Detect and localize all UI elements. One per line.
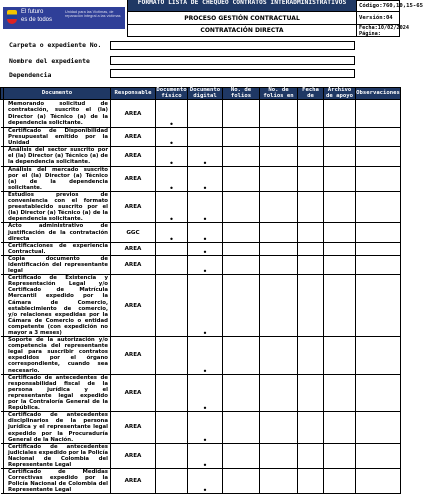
process-name: PROCESO GESTIÓN CONTRACTUAL — [128, 12, 356, 25]
physical-check-cell — [156, 275, 188, 337]
folios-cell[interactable] — [223, 242, 260, 255]
responsible-cell: AREA — [111, 255, 156, 274]
observaciones-cell[interactable] — [356, 412, 401, 443]
physical-check-cell: • — [156, 128, 188, 147]
digital-check-cell: • — [188, 191, 223, 222]
observaciones-cell[interactable] — [356, 166, 401, 191]
form-code: Código:760,10,15-65 — [356, 0, 400, 12]
folios-cell[interactable] — [223, 147, 260, 166]
folios-en-cell[interactable] — [260, 166, 298, 191]
document-cell: Certificado de antecedentes de responsabilidad fiscal de la persona jurídica y el representante legal expedido por la Contraloría General de la República. — [4, 374, 111, 412]
logo-subtitle: Unidad para las Víctimas, de reparación integral a las víctimas — [65, 10, 121, 19]
document-cell: Certificado de antecedentes judiciales expedido por la Policía Nacional de Colombia del Representante Legal — [4, 443, 111, 468]
observaciones-cell[interactable] — [356, 443, 401, 468]
document-cell: Soporte de la autorización y/o competencia del representante legal para suscribir contratos expedidos por el órgano correspondiente, cuando sea necesario. — [4, 337, 111, 375]
physical-check-cell: • — [156, 166, 188, 191]
document-cell: Certificado de Disponibilidad Presupuestal emitido por la Unidad — [4, 128, 111, 147]
carpeta-label: Carpeta o expediente No. — [9, 41, 102, 49]
fecha-cell[interactable] — [298, 100, 324, 128]
archivo-cell[interactable] — [324, 223, 356, 242]
physical-check-cell — [156, 443, 188, 468]
responsible-cell: AREA — [111, 166, 156, 191]
folios-cell[interactable] — [223, 275, 260, 337]
archivo-cell[interactable] — [324, 147, 356, 166]
digital-check-cell — [188, 128, 223, 147]
archivo-cell[interactable] — [324, 255, 356, 274]
responsible-cell: AREA — [111, 191, 156, 222]
document-cell: Certificado de Medidas Correctivas expedido por la Policía Nacional de Colombia del Representante Legal — [4, 469, 111, 494]
table-row — [1, 100, 401, 128]
digital-check-cell: • — [188, 255, 223, 274]
checklist-table — [0, 87, 400, 494]
fecha-cell[interactable] — [298, 469, 324, 494]
table-row — [1, 242, 401, 255]
responsible-cell: AREA — [111, 147, 156, 166]
archivo-cell[interactable] — [324, 128, 356, 147]
responsible-cell: AREA — [111, 374, 156, 412]
folios-cell[interactable] — [223, 469, 260, 494]
observaciones-cell[interactable] — [356, 191, 401, 222]
digital-check-cell: • — [188, 147, 223, 166]
folios-en-cell[interactable] — [260, 255, 298, 274]
folios-en-cell[interactable] — [260, 275, 298, 337]
fecha-cell[interactable] — [298, 412, 324, 443]
document-cell: Certificaciones de experiencia Contractual. — [4, 242, 111, 255]
table-row — [1, 147, 401, 166]
observaciones-cell[interactable] — [356, 275, 401, 337]
document-cell: Análisis del mercado suscrito por el (la) Director (a) Técnico (a) de la dependencia solicitante. — [4, 166, 111, 191]
folios-en-cell[interactable] — [260, 100, 298, 128]
archivo-cell[interactable] — [324, 242, 356, 255]
logo-cell — [0, 0, 128, 37]
folios-cell[interactable] — [223, 374, 260, 412]
document-cell: Análisis del sector suscrito por el (la) Director (a) Técnico (a) de la dependencia solicitante. — [4, 147, 111, 166]
physical-check-cell: • — [156, 191, 188, 222]
archivo-cell[interactable] — [324, 469, 356, 494]
folios-cell[interactable] — [223, 191, 260, 222]
shield-icon — [7, 10, 17, 24]
observaciones-cell[interactable] — [356, 128, 401, 147]
nombre-label: Nombre del expediente — [9, 57, 90, 65]
document-cell: Memorando solicitud de contratación, suscrito el (la) Director (a) Técnico (a) de la dependencia solicitante. — [4, 100, 111, 128]
table-row — [1, 255, 401, 274]
digital-check-cell: • — [188, 337, 223, 375]
folios-en-cell[interactable] — [260, 128, 298, 147]
responsible-cell: GGC — [111, 223, 156, 242]
col-responsable: Responsable — [111, 88, 156, 100]
observaciones-cell[interactable] — [356, 223, 401, 242]
digital-check-cell: • — [188, 374, 223, 412]
col-observaciones: Observaciones — [356, 88, 401, 100]
fecha-cell[interactable] — [298, 242, 324, 255]
folios-en-cell[interactable] — [260, 374, 298, 412]
digital-check-cell: • — [188, 275, 223, 337]
observaciones-cell[interactable] — [356, 469, 401, 494]
folios-cell[interactable] — [223, 255, 260, 274]
physical-check-cell — [156, 242, 188, 255]
responsible-cell: AREA — [111, 469, 156, 494]
folios-cell[interactable] — [223, 223, 260, 242]
government-logo — [3, 7, 125, 29]
observaciones-cell[interactable] — [356, 147, 401, 166]
document-cell: Certificado de antecedentes disciplinarios de la persona jurídica y el representante legal expedido por la Procuraduría General de la Nación. — [4, 412, 111, 443]
fecha-cell[interactable] — [298, 223, 324, 242]
folios-en-cell[interactable] — [260, 443, 298, 468]
responsible-cell: AREA — [111, 128, 156, 147]
archivo-cell[interactable] — [324, 337, 356, 375]
physical-check-cell — [156, 255, 188, 274]
physical-check-cell: • — [156, 100, 188, 128]
archivo-cell[interactable] — [324, 374, 356, 412]
digital-check-cell — [188, 100, 223, 128]
fecha-cell[interactable] — [298, 443, 324, 468]
physical-check-cell — [156, 469, 188, 494]
document-cell: Estudios previos de conveniencia con el formato preestablecido suscrito por el (la) Director (a) Técnico (a) de la dependencia solicitante. — [4, 191, 111, 222]
table-header-row — [1, 88, 401, 100]
digital-check-cell: • — [188, 223, 223, 242]
col-folios: No. de folios — [223, 88, 260, 100]
nombre-field[interactable] — [110, 56, 355, 65]
archivo-cell[interactable] — [324, 443, 356, 468]
table-row — [1, 191, 401, 222]
document-cell: Certificado de Existencia y Representación Legal y/o Certificado de Matrícula Mercantil expedido por la Cámara de Comercio, establecimiento de comercio, y/o relaciones expedidas por la Cámara de Comercio o entidad competente (con expedición no mayor a 3 meses) — [4, 275, 111, 337]
responsible-cell: AREA — [111, 412, 156, 443]
contract-mode: CONTRATACIÓN DIRECTA — [200, 27, 284, 34]
fecha-cell[interactable] — [298, 166, 324, 191]
fecha-cell[interactable] — [298, 255, 324, 274]
responsible-cell: AREA — [111, 242, 156, 255]
carpeta-field[interactable] — [110, 41, 355, 50]
archivo-cell[interactable] — [324, 166, 356, 191]
archivo-cell[interactable] — [324, 275, 356, 337]
col-fisico: Documento físico — [156, 87, 187, 99]
table-row — [1, 275, 401, 337]
observaciones-cell[interactable] — [356, 242, 401, 255]
physical-check-cell — [156, 374, 188, 412]
table-row — [1, 443, 401, 468]
digital-check-cell: • — [188, 443, 223, 468]
form-pages: Página: — [359, 31, 381, 37]
folios-en-cell[interactable] — [260, 242, 298, 255]
archivo-cell[interactable] — [324, 191, 356, 222]
table-row — [1, 374, 401, 412]
digital-check-cell: • — [188, 242, 223, 255]
responsible-cell: AREA — [111, 443, 156, 468]
table-row — [1, 223, 401, 242]
physical-check-cell — [156, 337, 188, 375]
responsible-cell: AREA — [111, 100, 156, 128]
fecha-cell[interactable] — [298, 275, 324, 337]
logo-text-line2: es de todos — [21, 17, 53, 23]
archivo-cell[interactable] — [324, 100, 356, 128]
fecha-cell[interactable] — [298, 374, 324, 412]
observaciones-cell[interactable] — [356, 255, 401, 274]
col-digital: Documento digital — [188, 88, 223, 100]
fecha-cell[interactable] — [298, 147, 324, 166]
table-row — [1, 128, 401, 147]
col-fecha: Fecha de — [298, 88, 324, 100]
responsible-cell: AREA — [111, 275, 156, 337]
physical-check-cell: • — [156, 223, 188, 242]
table-row — [1, 166, 401, 191]
form-date-pages — [356, 25, 409, 37]
folios-en-cell[interactable] — [260, 337, 298, 375]
digital-check-cell: • — [188, 412, 223, 443]
observaciones-cell[interactable] — [356, 374, 401, 412]
observaciones-cell[interactable] — [356, 100, 401, 128]
form-title: FORMATO LISTA DE CHEQUEO CONTRATOS INTERADMINISTRATIVOS — [128, 0, 356, 12]
folios-en-cell[interactable] — [260, 223, 298, 242]
folios-cell[interactable] — [223, 166, 260, 191]
folios-en-cell[interactable] — [260, 469, 298, 494]
form-version: Versión:04 — [356, 12, 400, 25]
digital-check-cell: • — [188, 166, 223, 191]
document-cell: Acto administrativo de justificación de la contratación directa — [4, 223, 111, 242]
document-cell: Copia documento de identificación del representante legal — [4, 255, 111, 274]
fecha-cell[interactable] — [298, 128, 324, 147]
folios-cell[interactable] — [223, 412, 260, 443]
table-row — [1, 412, 401, 443]
archivo-cell[interactable] — [324, 412, 356, 443]
digital-check-cell: • — [188, 469, 223, 494]
col-folios-en: No. de folios en — [260, 88, 298, 100]
folios-en-cell[interactable] — [260, 147, 298, 166]
folios-en-cell[interactable] — [260, 191, 298, 222]
folios-cell[interactable] — [223, 100, 260, 128]
dependencia-field[interactable] — [110, 69, 355, 78]
folios-cell[interactable] — [223, 128, 260, 147]
physical-check-cell: • — [156, 147, 188, 166]
folios-cell[interactable] — [223, 337, 260, 375]
fecha-cell[interactable] — [298, 191, 324, 222]
physical-check-cell — [156, 412, 188, 443]
logo-text-line1: El futuro — [21, 9, 44, 15]
fecha-cell[interactable] — [298, 337, 324, 375]
folios-en-cell[interactable] — [260, 412, 298, 443]
responsible-cell: AREA — [111, 337, 156, 375]
observaciones-cell[interactable] — [356, 337, 401, 375]
dependencia-label: Dependencia — [9, 71, 52, 79]
folios-cell[interactable] — [223, 443, 260, 468]
table-row — [1, 337, 401, 375]
col-documento: Documento — [4, 88, 111, 100]
form-date: Fecha:10/02/2024 — [359, 25, 409, 31]
table-row — [1, 469, 401, 494]
col-archivo: Archivo de apoyo — [324, 88, 356, 100]
